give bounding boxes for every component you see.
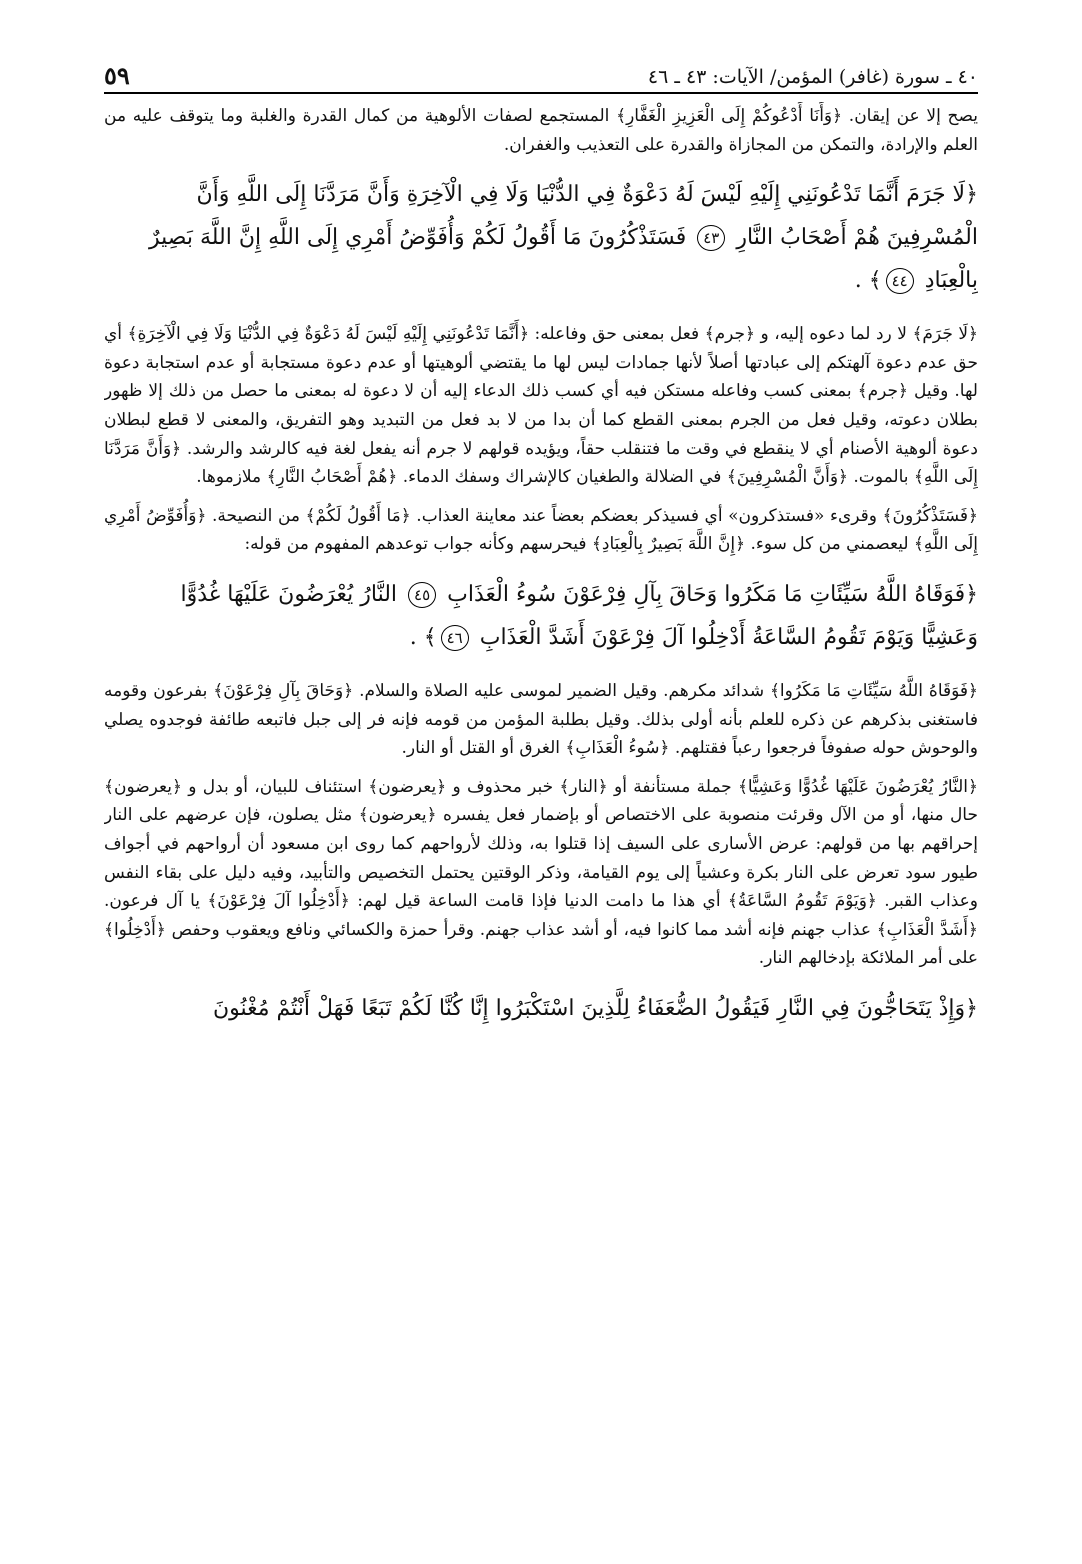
verse-line: بِالْعِبَادِ ٤٤﴾ .: [854, 268, 978, 294]
ayah-number-marker: ٤٥: [408, 582, 436, 608]
ayah-number-marker: ٤٦: [441, 625, 469, 651]
commentary-paragraph: يصح إلا عن إيقان. ﴿وَأَنَا أَدْعُوكُمْ إِلَى الْعَزِيزِ الْغَفَّارِ﴾ المستجمع لصفات الألوهية من كمال القدرة والغلبة وما يتوقف عليه من العلم والإرادة، والتمكن من المجازاة والقدرة على التعذيب والغفران.: [104, 106, 978, 155]
ayah-number-marker: ٤٤: [886, 268, 914, 294]
commentary-paragraph: ﴿لَا جَرَمَ﴾ لا رد لما دعوه إليه، و ﴿جرم﴾ فعل بمعنى حق وفاعله: ﴿أَنَّمَا تَدْعُونَنِي إِلَيْهِ لَيْسَ لَهُ دَعْوَةٌ فِي الدُّنْيَا وَلَا فِي الْآخِرَةِ﴾ أي حق عدم دعوة آلهتكم إلى عبادتها أصلاً لأنها جمادات ليس لها ما يقتضي ألوهيتها أو عدم دعوة مستجابة أو عدم استجابة دعوة لها. وقيل ﴿جرم﴾ بمعنى كسب وفاعله مستكن فيه أي كسب ذلك الدعاء إليه أن لا دعوة له بمعنى ما حصل من ذلك إلا ظهور بطلان دعوته، وقيل فعل من الجرم بمعنى القطع كما أن بدا من لا بد فعل من التبديد وهو التفريق، والمعنى لا قطع لبطلان دعوة ألوهية الأصنام أي لا ينقطع في وقت ما فتنقلب حقاً، ويؤيده قولهم لا جرم أنه يفعل لغة فيه كالرشد والرشد. ﴿وَأَنَّ مَرَدَّنَا إِلَى اللَّهِ﴾ بالموت. ﴿وَأَنَّ الْمُسْرِفِينَ﴾ في الضلالة والطغيان كالإشراك وسفك الدماء. ﴿هُمْ أَصْحَابُ النَّارِ﴾ ملازموها.: [104, 324, 978, 488]
page-header: [104, 52, 978, 94]
quran-verse-block: [104, 987, 978, 1030]
verse-line: ﴿فَوَقَاهُ اللَّهُ سَيِّئَاتِ مَا مَكَرُوا وَحَاقَ بِآلِ فِرْعَوْنَ سُوءُ الْعَذَابِ ٤٥ النَّارُ يُعْرَضُونَ عَلَيْهَا غُدُوًّا: [180, 581, 978, 607]
ayah-number-marker: ٤٣: [697, 225, 725, 251]
running-title: ٤٠ ـ سورة (غافر) المؤمن/ الآيات: ٤٣ ـ ٤٦: [647, 66, 978, 88]
verse-line: الْمُسْرِفِينَ هُمْ أَصْحَابُ النَّارِ ٤٣ فَسَتَذْكُرُونَ مَا أَقُولُ لَكُمْ وَأُفَوِّضُ أَمْرِي إِلَى اللَّهِ إِنَّ اللَّهَ بَصِيرٌ: [148, 225, 978, 251]
verse-line: ﴿وَإِذْ يَتَحَاجُّونَ فِي النَّارِ فَيَقُولُ الضُّعَفَاءُ لِلَّذِينَ اسْتَكْبَرُوا إِنَّا كُنَّا لَكُمْ تَبَعًا فَهَلْ أَنْتُمْ مُغْنُونَ: [212, 995, 978, 1021]
commentary-paragraph: ﴿فَسَتَذْكُرُونَ﴾ وقرىء «فستذكرون» أي فسيذكر بعضكم بعضاً عند معاينة العذاب. ﴿مَا أَقُولُ لَكُمْ﴾ من النصيحة. ﴿وَأُفَوِّضُ أَمْرِي إِلَى اللَّهِ﴾ ليعصمني من كل سوء. ﴿إِنَّ اللَّهَ بَصِيرٌ بِالْعِبَادِ﴾ فيحرسهم وكأنه جواب توعدهم المفهوم من قوله:: [104, 505, 978, 555]
commentary-paragraph: ﴿النَّارُ يُعْرَضُونَ عَلَيْهَا غُدُوًّا وَعَشِيًّا﴾ جملة مستأنفة أو ﴿النار﴾ خبر محذوف و ﴿يعرضون﴾ استئناف للبيان، أو بدل و ﴿يعرضون﴾ حال منها، أو من الآل وقرئت منصوبة على الاختصاص أو بإضمار فعل يفسره ﴿يعرضون﴾ مثل يصلون، فإن عرضهم على النار إحراقهم بها من قولهم: عرض الأسارى على السيف إذا قتلوا به، وذلك لأرواحهم كما روى ابن مسعود أن أرواحهم في أجواف طيور سود تعرض على النار بكرة وعشياً إلى يوم القيامة، وذكر الوقتين يحتمل التخصيص والتأبيد، وفيه دليل على بقاء النفس وعذاب القبر. ﴿وَيَوْمَ تَقُومُ السَّاعَةُ﴾ أي هذا ما دامت الدنيا فإذا قامت الساعة قيل لهم: ﴿أَدْخِلُوا آلَ فِرْعَوْنَ﴾ يا آل فرعون. ﴿أَشَدَّ الْعَذَابِ﴾ عذاب جهنم فإنه أشد مما كانوا فيه، أو أشد عذاب جهنم. وقرأ حمزة والكسائي ونافع ويعقوب وحفص ﴿أَدْخِلُوا﴾ على أمر الملائكة بإدخالهم النار.: [104, 776, 978, 969]
verse-line: وَعَشِيًّا وَيَوْمَ تَقُومُ السَّاعَةُ أَدْخِلُوا آلَ فِرْعَوْنَ أَشَدَّ الْعَذَابِ ٤٦﴾ .: [409, 624, 978, 650]
quran-verse-block: [104, 573, 978, 659]
verse-line: ﴿لَا جَرَمَ أَنَّمَا تَدْعُونَنِي إِلَيْهِ لَيْسَ لَهُ دَعْوَةٌ فِي الدُّنْيَا وَلَا فِي الْآخِرَةِ وَأَنَّ مَرَدَّنَا إِلَى اللَّهِ وَأَنَّ: [196, 182, 978, 208]
commentary-paragraph: ﴿فَوَقَاهُ اللَّهُ سَيِّئَاتِ مَا مَكَرُوا﴾ شدائد مكرهم. وقيل الضمير لموسى عليه الصلاة والسلام. ﴿وَحَاقَ بِآلِ فِرْعَوْنَ﴾ بفرعون وقومه فاستغنى بذكرهم عن ذكره للعلم بأنه أولى بذلك. وقيل بطلبة المؤمن من قومه فإنه فر إلى جبل فاتبعه طائفة فوجدوه يصلي والوحوش حوله صفوفاً فرجعوا رعباً فقتلهم. ﴿سُوءُ الْعَذَابِ﴾ الغرق أو القتل أو النار.: [104, 680, 978, 759]
quran-verse-block: [104, 173, 978, 302]
page-number: ٥٩: [104, 61, 130, 90]
page-body: [104, 102, 978, 1554]
